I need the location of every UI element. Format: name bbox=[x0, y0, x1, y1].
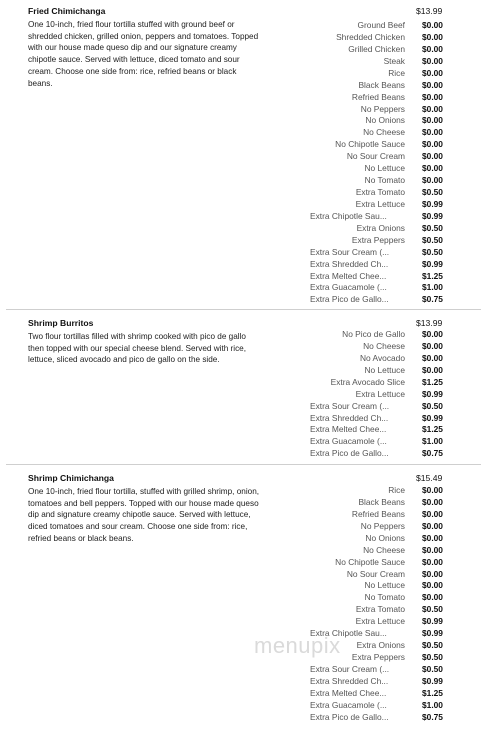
option-price: $1.00 bbox=[422, 699, 443, 710]
option-label: Extra Onions bbox=[356, 640, 405, 651]
option-price: $0.00 bbox=[422, 31, 443, 42]
option-label: No Lettuce bbox=[364, 163, 405, 174]
option-label: Extra Guacamole (... bbox=[310, 282, 387, 293]
option-label: Extra Shredded Ch... bbox=[310, 258, 389, 269]
option-price: $0.00 bbox=[422, 55, 443, 66]
item-name: Shrimp Burritos bbox=[28, 318, 94, 328]
option-label: Extra Onions bbox=[356, 222, 405, 233]
option-price: $0.00 bbox=[422, 163, 443, 174]
option-label: No Chipotle Sauce bbox=[335, 139, 405, 150]
option-price: $0.00 bbox=[422, 91, 443, 102]
item-description: One 10-inch, fried flour tortilla, stuffed with grilled shrimp, onion, tomatoes and bell peppers. Topped with our house made queso dip and signature creamy chipotle sauce. Served with lettuce, diced tomatoes and sour cream. Choose one side from: rice, refried beans or black beans. bbox=[28, 487, 260, 543]
option-label: Refried Beans bbox=[351, 508, 405, 519]
option-label: No Sour Cream bbox=[346, 151, 405, 162]
option-label: Extra Tomato bbox=[355, 604, 405, 615]
option-price: $0.00 bbox=[422, 103, 443, 114]
option-label: Ground Beef bbox=[357, 20, 405, 30]
option-price: $0.00 bbox=[422, 139, 443, 150]
option-label: Extra Lettuce bbox=[355, 198, 405, 209]
option-price: $0.00 bbox=[422, 568, 443, 579]
option-label: No Sour Cream bbox=[346, 568, 405, 579]
option-label: Extra Pico de Gallo... bbox=[310, 711, 389, 722]
option-label: No Pico de Gallo bbox=[342, 329, 405, 339]
option-price: $0.00 bbox=[422, 127, 443, 138]
option-price: $0.00 bbox=[422, 329, 443, 339]
option-label: Extra Sour Cream (... bbox=[310, 663, 390, 674]
option-price: $0.50 bbox=[422, 652, 443, 663]
option-label: Extra Guacamole (... bbox=[310, 699, 387, 710]
option-price: $0.00 bbox=[422, 20, 443, 30]
item-description: One 10-inch, fried flour tortilla stuffed with ground beef or shredded chicken, grilled onion, peppers and tomatoes. Topped with our house made queso dip and our signature creamy chipotle sauce. Served with lettuce, diced tomato and sour cream. Choose one side from: rice, refried beans or black beans. bbox=[28, 20, 259, 88]
item-price: $15.49 bbox=[416, 473, 443, 483]
option-label: No Lettuce bbox=[364, 364, 405, 375]
option-label: No Onions bbox=[365, 115, 405, 126]
option-label: Extra Avocado Slice bbox=[330, 376, 405, 387]
option-label: Extra Melted Chee... bbox=[310, 424, 387, 435]
option-price: $0.99 bbox=[422, 616, 443, 627]
option-label: No Tomato bbox=[364, 592, 405, 603]
option-price: $0.50 bbox=[422, 663, 443, 674]
option-price: $0.50 bbox=[422, 222, 443, 233]
option-label: No Tomato bbox=[364, 175, 405, 186]
option-label: Extra Guacamole (... bbox=[310, 436, 387, 447]
option-label: Extra Shredded Ch... bbox=[310, 412, 389, 423]
option-label: No Peppers bbox=[360, 520, 405, 531]
option-price: $1.25 bbox=[422, 270, 443, 281]
option-label: No Cheese bbox=[363, 544, 405, 555]
option-label: Extra Pico de Gallo... bbox=[310, 294, 389, 305]
divider bbox=[6, 464, 481, 465]
option-label: Extra Chipotle Sau... bbox=[310, 628, 387, 639]
option-price: $0.99 bbox=[422, 258, 443, 269]
option-price: $0.50 bbox=[422, 187, 443, 198]
option-label: Extra Pico de Gallo... bbox=[310, 448, 389, 459]
item-description: Two flour tortillas filled with shrimp cooked with pico de gallo then topped with our special cheese blend. Served with rice, lettuce, sliced avocado and pico de gallo on the side. bbox=[28, 332, 247, 365]
option-label: Extra Sour Cream (... bbox=[310, 246, 390, 257]
option-label: Extra Shredded Ch... bbox=[310, 675, 389, 686]
option-price: $0.99 bbox=[422, 210, 443, 221]
option-label: No Cheese bbox=[363, 127, 405, 138]
option-price: $0.99 bbox=[422, 198, 443, 209]
option-price: $0.00 bbox=[422, 79, 443, 90]
option-price: $0.50 bbox=[422, 604, 443, 615]
option-price: $1.25 bbox=[422, 687, 443, 698]
option-price: $0.50 bbox=[422, 246, 443, 257]
option-label: Extra Peppers bbox=[351, 234, 405, 245]
option-price: $0.99 bbox=[422, 412, 443, 423]
option-label: Extra Lettuce bbox=[355, 388, 405, 399]
option-price: $1.00 bbox=[422, 436, 443, 447]
option-price: $0.00 bbox=[422, 115, 443, 126]
option-price: $0.50 bbox=[422, 640, 443, 651]
option-label: No Cheese bbox=[363, 340, 405, 351]
option-label: No Peppers bbox=[360, 103, 405, 114]
option-price: $0.00 bbox=[422, 580, 443, 591]
option-price: $1.25 bbox=[422, 424, 443, 435]
option-price: $0.00 bbox=[422, 556, 443, 567]
option-price: $0.50 bbox=[422, 400, 443, 411]
item-price: $13.99 bbox=[416, 6, 443, 16]
option-label: Rice bbox=[388, 67, 405, 78]
item-name: Fried Chimichanga bbox=[28, 6, 106, 16]
option-price: $0.99 bbox=[422, 628, 443, 639]
option-label: Rice bbox=[388, 485, 405, 495]
option-price: $1.25 bbox=[422, 376, 443, 387]
option-price: $0.00 bbox=[422, 43, 443, 54]
option-price: $0.00 bbox=[422, 364, 443, 375]
option-price: $0.00 bbox=[422, 340, 443, 351]
option-label: Extra Chipotle Sau... bbox=[310, 210, 387, 221]
option-label: Extra Tomato bbox=[355, 187, 405, 198]
item-name: Shrimp Chimichanga bbox=[28, 473, 114, 483]
option-price: $0.00 bbox=[422, 67, 443, 78]
option-label: No Avocado bbox=[359, 352, 405, 363]
option-price: $0.00 bbox=[422, 532, 443, 543]
option-label: Black Beans bbox=[358, 79, 405, 90]
option-price: $0.00 bbox=[422, 485, 443, 495]
option-label: Steak bbox=[383, 55, 405, 66]
option-price: $0.75 bbox=[422, 294, 443, 305]
option-price: $0.00 bbox=[422, 544, 443, 555]
option-price: $0.99 bbox=[422, 388, 443, 399]
option-label: Shredded Chicken bbox=[336, 31, 405, 42]
option-label: No Lettuce bbox=[364, 580, 405, 591]
option-label: No Chipotle Sauce bbox=[335, 556, 405, 567]
option-label: Grilled Chicken bbox=[348, 43, 405, 54]
option-label: No Onions bbox=[365, 532, 405, 543]
option-price: $0.00 bbox=[422, 175, 443, 186]
option-label: Extra Sour Cream (... bbox=[310, 400, 390, 411]
option-price: $0.50 bbox=[422, 234, 443, 245]
option-price: $0.75 bbox=[422, 711, 443, 722]
item-price: $13.99 bbox=[416, 318, 443, 328]
option-price: $0.00 bbox=[422, 508, 443, 519]
option-price: $0.00 bbox=[422, 496, 443, 507]
option-label: Extra Melted Chee... bbox=[310, 270, 387, 281]
option-price: $1.00 bbox=[422, 282, 443, 293]
option-price: $0.99 bbox=[422, 675, 443, 686]
option-price: $0.00 bbox=[422, 592, 443, 603]
watermark-logo: menupix bbox=[254, 633, 341, 658]
option-label: Black Beans bbox=[358, 496, 405, 507]
option-price: $0.75 bbox=[422, 448, 443, 459]
divider bbox=[6, 309, 481, 310]
option-price: $0.00 bbox=[422, 151, 443, 162]
option-price: $0.00 bbox=[422, 520, 443, 531]
option-label: Extra Melted Chee... bbox=[310, 687, 387, 698]
option-label: Refried Beans bbox=[351, 91, 405, 102]
option-label: Extra Peppers bbox=[351, 652, 405, 663]
option-label: Extra Lettuce bbox=[355, 616, 405, 627]
option-price: $0.00 bbox=[422, 352, 443, 363]
